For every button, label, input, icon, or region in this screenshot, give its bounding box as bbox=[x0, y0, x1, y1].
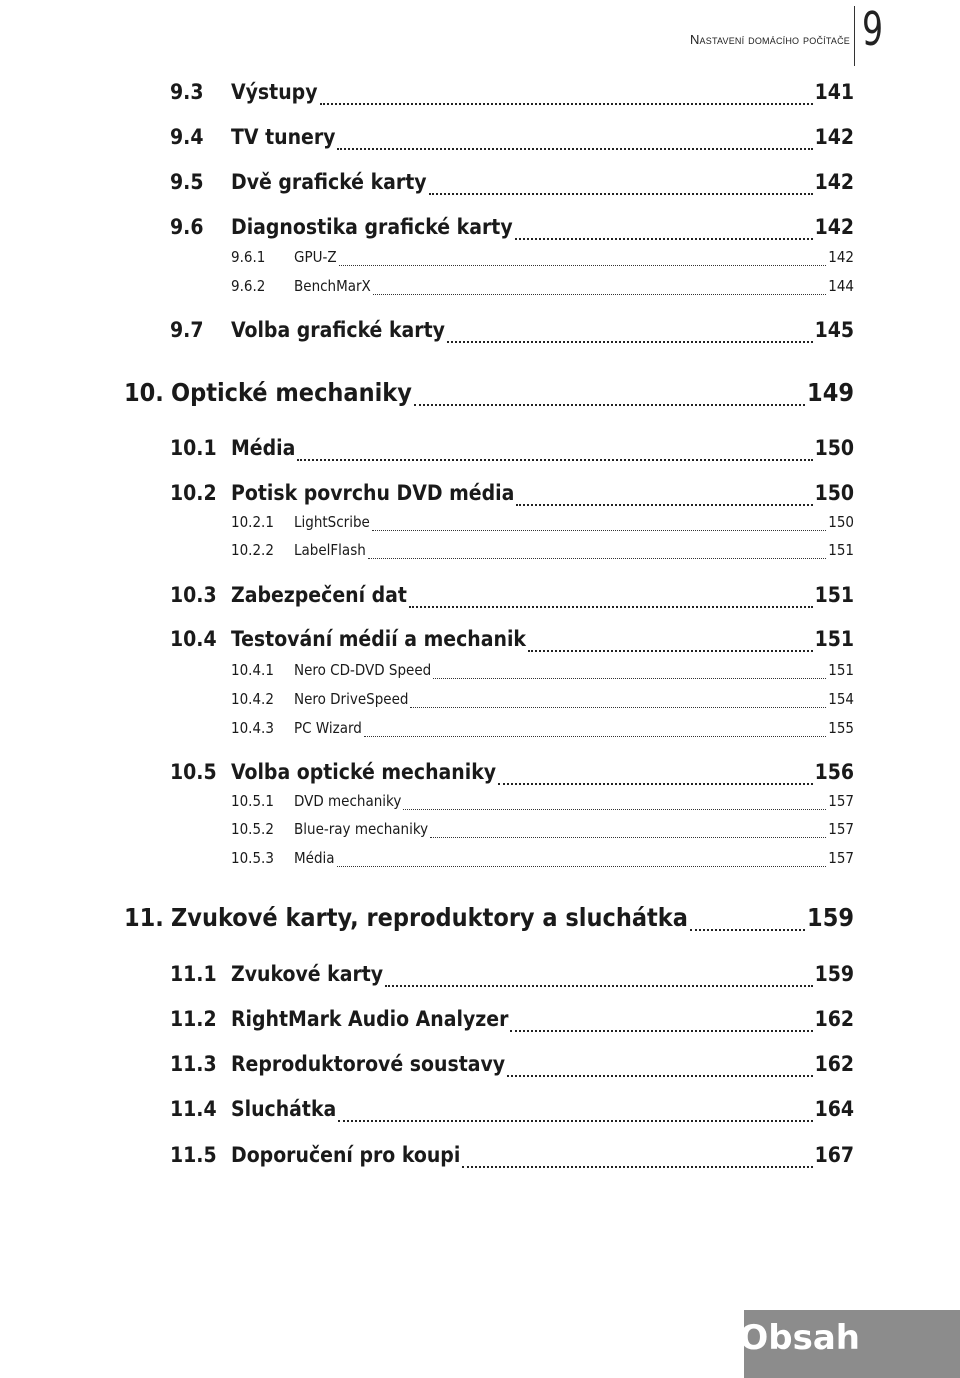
toc-entry-page: 162 bbox=[814, 1007, 854, 1031]
toc-entry-label: GPU-Z bbox=[294, 248, 337, 266]
toc-entry-number: 11.2 bbox=[170, 1007, 217, 1031]
toc-entry[interactable] bbox=[231, 277, 854, 299]
toc-entry-label: Zabezpečení dat bbox=[231, 583, 407, 607]
toc-dot-leader bbox=[690, 929, 805, 931]
toc-dot-leader bbox=[528, 650, 813, 652]
toc-entry[interactable] bbox=[170, 1007, 854, 1037]
toc-entry-page: 142 bbox=[814, 125, 854, 149]
toc-entry-page: 151 bbox=[814, 627, 854, 651]
toc-entry-label: Média bbox=[294, 849, 335, 867]
toc-entry-label: Výstupy bbox=[231, 80, 318, 104]
toc-entry-page: 159 bbox=[807, 903, 854, 932]
toc-entry[interactable] bbox=[231, 792, 854, 814]
toc-entry-number: 10. bbox=[124, 378, 164, 407]
toc-entry-label: Doporučení pro koupi bbox=[231, 1143, 461, 1167]
toc-entry-number: 10.4 bbox=[170, 627, 217, 651]
toc-entry[interactable] bbox=[170, 80, 854, 110]
toc-entry-number: 9.4 bbox=[170, 125, 204, 149]
toc-entry-number: 10.4.3 bbox=[231, 719, 274, 737]
toc-entry-page: 167 bbox=[814, 1143, 854, 1167]
toc-dot-leader bbox=[430, 837, 826, 838]
toc-entry-page: 150 bbox=[814, 481, 854, 505]
toc-entry-label: Potisk povrchu DVD média bbox=[231, 481, 515, 505]
toc-entry[interactable] bbox=[124, 903, 854, 937]
toc-entry[interactable] bbox=[170, 125, 854, 155]
toc-entry-label: Sluchátka bbox=[231, 1097, 337, 1121]
toc-dot-leader bbox=[410, 707, 826, 708]
toc-entry-label: BenchMarX bbox=[294, 277, 371, 295]
toc-dot-leader bbox=[338, 1120, 812, 1122]
toc-entry[interactable] bbox=[231, 719, 854, 741]
toc-dot-leader bbox=[433, 678, 826, 679]
toc-entry-label: Volba grafické karty bbox=[231, 318, 445, 342]
toc-dot-leader bbox=[414, 404, 805, 406]
toc-entry[interactable] bbox=[231, 541, 854, 563]
toc-entry-number: 9.6 bbox=[170, 215, 204, 239]
toc-entry-number: 10.2 bbox=[170, 481, 217, 505]
toc-entry[interactable] bbox=[124, 378, 854, 412]
toc-entry-number: 9.3 bbox=[170, 80, 204, 104]
toc-entry-page: 142 bbox=[814, 215, 854, 239]
header-divider bbox=[854, 6, 855, 66]
toc-entry-label: TV tunery bbox=[231, 125, 336, 149]
toc-entry-label: Nero CD-DVD Speed bbox=[294, 661, 432, 679]
toc-entry[interactable] bbox=[170, 962, 854, 992]
toc-dot-leader bbox=[510, 1030, 812, 1032]
toc-entry-number: 11. bbox=[124, 903, 164, 932]
footer-section-label: Obsah bbox=[739, 1318, 860, 1358]
toc-entry-number: 10.5.2 bbox=[231, 820, 274, 838]
toc-dot-leader bbox=[337, 148, 812, 150]
toc-entry[interactable] bbox=[170, 1097, 854, 1127]
toc-entry-label: LabelFlash bbox=[294, 541, 366, 559]
toc-entry-page: 157 bbox=[828, 792, 854, 810]
toc-entry-number: 10.3 bbox=[170, 583, 217, 607]
toc-entry-label: RightMark Audio Analyzer bbox=[231, 1007, 509, 1031]
toc-entry-page: 154 bbox=[828, 690, 854, 708]
toc-entry[interactable] bbox=[170, 583, 854, 613]
toc-entry-page: 150 bbox=[814, 436, 854, 460]
toc-entry[interactable] bbox=[231, 661, 854, 683]
toc-entry-label: Zvukové karty bbox=[231, 962, 384, 986]
toc-entry-label: Optické mechaniky bbox=[171, 378, 412, 407]
toc-dot-leader bbox=[297, 459, 812, 461]
toc-entry[interactable] bbox=[170, 215, 854, 245]
toc-entry-number: 11.1 bbox=[170, 962, 217, 986]
toc-dot-leader bbox=[462, 1166, 812, 1168]
toc-entry-label: Nero DriveSpeed bbox=[294, 690, 409, 708]
toc-entry-page: 151 bbox=[828, 661, 854, 679]
toc-dot-leader bbox=[516, 504, 812, 506]
toc-dot-leader bbox=[409, 606, 813, 608]
toc-entry[interactable] bbox=[231, 820, 854, 842]
toc-dot-leader bbox=[498, 783, 812, 785]
toc-entry-number: 10.5.3 bbox=[231, 849, 274, 867]
toc-entry-page: 157 bbox=[828, 849, 854, 867]
toc-entry-label: Zvukové karty, reproduktory a sluchátka bbox=[171, 903, 688, 932]
toc-entry-page: 151 bbox=[814, 583, 854, 607]
toc-dot-leader bbox=[447, 341, 813, 343]
toc-entry-number: 10.2.1 bbox=[231, 513, 274, 531]
toc-entry-number: 9.6.2 bbox=[231, 277, 266, 295]
toc-entry-label: LightScribe bbox=[294, 513, 370, 531]
toc-entry[interactable] bbox=[231, 513, 854, 535]
toc-entry-number: 9.7 bbox=[170, 318, 204, 342]
toc-entry[interactable] bbox=[170, 627, 854, 657]
toc-entry-label: Blue-ray mechaniky bbox=[294, 820, 429, 838]
toc-entry-page: 145 bbox=[814, 318, 854, 342]
toc-entry[interactable] bbox=[170, 436, 854, 466]
toc-entry-number: 9.5 bbox=[170, 170, 204, 194]
toc-entry-number: 10.4.2 bbox=[231, 690, 274, 708]
toc-dot-leader bbox=[403, 809, 826, 810]
toc-entry-number: 11.3 bbox=[170, 1052, 217, 1076]
toc-dot-leader bbox=[372, 530, 826, 531]
toc-entry-page: 144 bbox=[828, 277, 854, 295]
toc-dot-leader bbox=[515, 238, 813, 240]
toc-entry-page: 149 bbox=[807, 378, 854, 407]
toc-entry-page: 142 bbox=[814, 170, 854, 194]
toc-entry[interactable] bbox=[170, 170, 854, 200]
toc-entry-page: 156 bbox=[814, 760, 854, 784]
toc-entry-number: 10.2.2 bbox=[231, 541, 274, 559]
toc-entry-label: Testování médií a mechanik bbox=[231, 627, 526, 651]
toc-entry-page: 151 bbox=[828, 541, 854, 559]
toc-dot-leader bbox=[507, 1075, 812, 1077]
toc-entry[interactable] bbox=[170, 760, 854, 790]
toc-entry-number: 10.1 bbox=[170, 436, 217, 460]
toc-entry[interactable] bbox=[170, 1143, 854, 1173]
toc-entry-label: PC Wizard bbox=[294, 719, 362, 737]
toc-entry[interactable] bbox=[170, 1052, 854, 1082]
toc-entry-page: 157 bbox=[828, 820, 854, 838]
toc-dot-leader bbox=[337, 866, 827, 867]
toc-entry-label: Volba optické mechaniky bbox=[231, 760, 497, 784]
toc-dot-leader bbox=[385, 985, 812, 987]
toc-entry-number: 9.6.1 bbox=[231, 248, 266, 266]
toc-entry-label: DVD mechaniky bbox=[294, 792, 402, 810]
toc-entry[interactable] bbox=[170, 318, 854, 348]
toc-entry[interactable] bbox=[231, 248, 854, 270]
toc-entry[interactable] bbox=[231, 690, 854, 712]
toc-entry-number: 11.4 bbox=[170, 1097, 217, 1121]
toc-entry-page: 142 bbox=[828, 248, 854, 266]
toc-dot-leader bbox=[429, 193, 813, 195]
toc-entry-number: 10.5 bbox=[170, 760, 217, 784]
toc-entry-number: 10.4.1 bbox=[231, 661, 274, 679]
toc-dot-leader bbox=[339, 265, 827, 266]
toc-entry-page: 162 bbox=[814, 1052, 854, 1076]
toc-entry-page: 155 bbox=[828, 719, 854, 737]
running-header-title: Nastavení domácího počítače bbox=[689, 32, 850, 47]
toc-entry-number: 11.5 bbox=[170, 1143, 217, 1167]
toc-entry-label: Diagnostika grafické karty bbox=[231, 215, 513, 239]
chapter-number: 9 bbox=[862, 2, 884, 56]
toc-entry-label: Dvě grafické karty bbox=[231, 170, 427, 194]
toc-entry-page: 159 bbox=[814, 962, 854, 986]
toc-entry-page: 141 bbox=[814, 80, 854, 104]
toc-entry-page: 150 bbox=[828, 513, 854, 531]
toc-dot-leader bbox=[320, 103, 813, 105]
toc-dot-leader bbox=[373, 294, 826, 295]
toc-entry-label: Reproduktorové soustavy bbox=[231, 1052, 506, 1076]
toc-dot-leader bbox=[368, 558, 826, 559]
toc-entry-number: 10.5.1 bbox=[231, 792, 274, 810]
toc-entry[interactable] bbox=[231, 849, 854, 871]
toc-entry-page: 164 bbox=[814, 1097, 854, 1121]
toc-entry[interactable] bbox=[170, 481, 854, 511]
toc-dot-leader bbox=[364, 736, 826, 737]
toc-entry-label: Média bbox=[231, 436, 296, 460]
